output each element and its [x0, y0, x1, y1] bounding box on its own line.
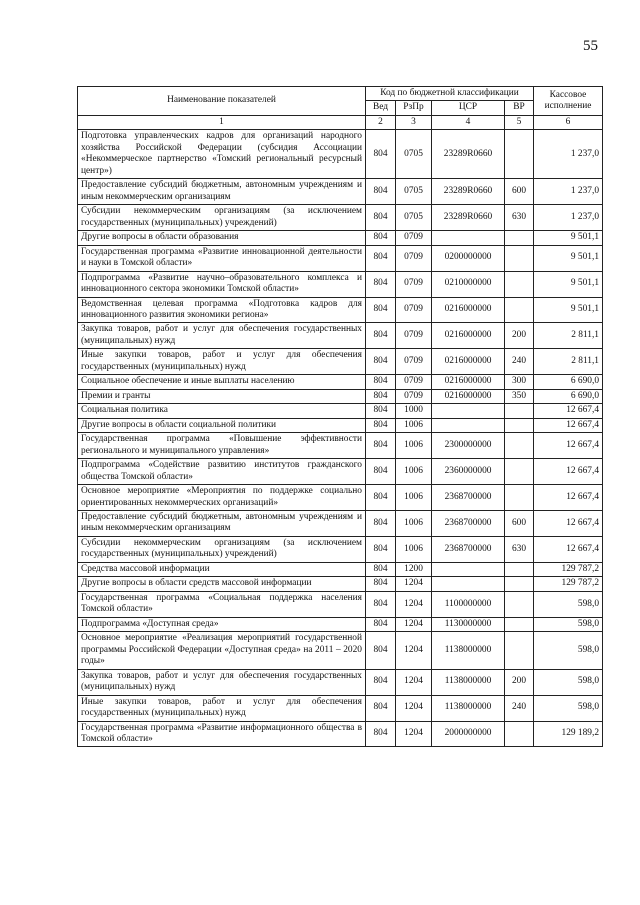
col-code-group-header: Код по бюджетной классификации: [366, 87, 534, 101]
row-vr-cell: [505, 130, 534, 179]
row-vr-cell: [505, 418, 534, 432]
row-vr-cell: 600: [505, 179, 534, 205]
row-vr-cell: 600: [505, 511, 534, 537]
row-rzpr-cell: 0709: [396, 231, 432, 245]
row-amount-cell: 9 501,1: [534, 297, 603, 323]
row-name-cell: Закупка товаров, работ и услуг для обеспечения государственных (муниципальных) нужд: [78, 669, 366, 695]
row-amount-cell: 598,0: [534, 632, 603, 669]
row-csr-cell: 0210000000: [432, 271, 505, 297]
table-row: [78, 349, 603, 375]
row-rzpr-cell: 1006: [396, 459, 432, 485]
row-amount-cell: 12 667,4: [534, 536, 603, 562]
row-csr-cell: 0216000000: [432, 349, 505, 375]
col-cash-header: Кассовое исполнение: [534, 87, 603, 116]
col-rzpr-header: РзПр: [396, 101, 432, 115]
row-ved-cell: 804: [366, 130, 396, 179]
row-name-cell: Подготовка управленческих кадров для организаций народного хозяйства Российской Федерации (субсидия Ассоциации «Некоммерческое партнерство «Томский региональный ресурсный центр»): [78, 130, 366, 179]
row-vr-cell: [505, 617, 534, 631]
row-vr-cell: [505, 404, 534, 418]
col-number: 3: [396, 115, 432, 129]
row-vr-cell: [505, 562, 534, 576]
row-rzpr-cell: 1006: [396, 511, 432, 537]
row-ved-cell: 804: [366, 511, 396, 537]
row-csr-cell: 0216000000: [432, 389, 505, 403]
row-ved-cell: 804: [366, 323, 396, 349]
table-row: [78, 404, 603, 418]
col-vr-header: ВР: [505, 101, 534, 115]
page-number: 55: [583, 38, 598, 54]
row-csr-cell: 1100000000: [432, 591, 505, 617]
row-ved-cell: 804: [366, 617, 396, 631]
row-amount-cell: 12 667,4: [534, 433, 603, 459]
row-ved-cell: 804: [366, 179, 396, 205]
row-csr-cell: 0200000000: [432, 245, 505, 271]
row-csr-cell: [432, 418, 505, 432]
table-row: [78, 323, 603, 349]
row-vr-cell: [505, 577, 534, 591]
row-amount-cell: 1 237,0: [534, 130, 603, 179]
row-amount-cell: 9 501,1: [534, 245, 603, 271]
row-csr-cell: 1130000000: [432, 617, 505, 631]
row-amount-cell: 9 501,1: [534, 231, 603, 245]
row-vr-cell: 350: [505, 389, 534, 403]
col-number: 5: [505, 115, 534, 129]
row-name-cell: Иные закупки товаров, работ и услуг для обеспечения государственных (муниципальных) нужд: [78, 695, 366, 721]
row-name-cell: Государственная программа «Развитие инновационной деятельности и науки в Томской области»: [78, 245, 366, 271]
row-name-cell: Закупка товаров, работ и услуг для обеспечения государственных (муниципальных) нужд: [78, 323, 366, 349]
row-name-cell: Государственная программа «Повышение эффективности регионального и муниципального управления»: [78, 433, 366, 459]
row-csr-cell: 23289R0660: [432, 130, 505, 179]
row-rzpr-cell: 1204: [396, 695, 432, 721]
row-amount-cell: 598,0: [534, 669, 603, 695]
row-rzpr-cell: 1200: [396, 562, 432, 576]
row-amount-cell: 598,0: [534, 695, 603, 721]
table-row: [78, 231, 603, 245]
col-name-header: Наименование показателей: [78, 87, 366, 116]
table-row: [78, 485, 603, 511]
table-row: [78, 271, 603, 297]
row-ved-cell: 804: [366, 536, 396, 562]
row-ved-cell: 804: [366, 591, 396, 617]
col-number: 2: [366, 115, 396, 129]
row-ved-cell: 804: [366, 349, 396, 375]
row-amount-cell: 1 237,0: [534, 179, 603, 205]
row-ved-cell: 804: [366, 375, 396, 389]
row-name-cell: Ведомственная целевая программа «Подготовка кадров для инновационного развития экономики региона»: [78, 297, 366, 323]
row-name-cell: Государственная программа «Социальная поддержка населения Томской области»: [78, 591, 366, 617]
row-amount-cell: 2 811,1: [534, 349, 603, 375]
row-rzpr-cell: 1000: [396, 404, 432, 418]
row-amount-cell: 2 811,1: [534, 323, 603, 349]
row-rzpr-cell: 1204: [396, 577, 432, 591]
row-vr-cell: [505, 485, 534, 511]
row-amount-cell: 129 787,2: [534, 562, 603, 576]
row-rzpr-cell: 1006: [396, 418, 432, 432]
row-ved-cell: 804: [366, 721, 396, 747]
row-rzpr-cell: 0705: [396, 179, 432, 205]
row-name-cell: Социальная политика: [78, 404, 366, 418]
row-ved-cell: 804: [366, 231, 396, 245]
row-vr-cell: 200: [505, 669, 534, 695]
table-row: [78, 632, 603, 669]
row-amount-cell: 598,0: [534, 617, 603, 631]
row-rzpr-cell: 1006: [396, 485, 432, 511]
row-name-cell: Другие вопросы в области социальной политики: [78, 418, 366, 432]
table-row: [78, 297, 603, 323]
row-name-cell: Средства массовой информации: [78, 562, 366, 576]
row-vr-cell: 240: [505, 695, 534, 721]
row-csr-cell: 2300000000: [432, 433, 505, 459]
row-name-cell: Предоставление субсидий бюджетным, автономным учреждениям и иным некоммерческим организациям: [78, 179, 366, 205]
row-rzpr-cell: 0709: [396, 271, 432, 297]
table-row: [78, 245, 603, 271]
row-amount-cell: 598,0: [534, 591, 603, 617]
row-name-cell: Предоставление субсидий бюджетным, автономным учреждениям и иным некоммерческим организациям: [78, 511, 366, 537]
row-csr-cell: 1138000000: [432, 632, 505, 669]
row-vr-cell: [505, 721, 534, 747]
row-amount-cell: 1 237,0: [534, 205, 603, 231]
table-row: [78, 669, 603, 695]
header-row-group: [78, 87, 603, 101]
row-csr-cell: [432, 577, 505, 591]
row-csr-cell: 0216000000: [432, 375, 505, 389]
row-name-cell: Иные закупки товаров, работ и услуг для обеспечения государственных (муниципальных) нужд: [78, 349, 366, 375]
row-vr-cell: [505, 632, 534, 669]
row-rzpr-cell: 1204: [396, 617, 432, 631]
row-amount-cell: 12 667,4: [534, 404, 603, 418]
row-csr-cell: 23289R0660: [432, 205, 505, 231]
table-row: [78, 617, 603, 631]
table-row: [78, 433, 603, 459]
row-vr-cell: [505, 459, 534, 485]
row-vr-cell: 630: [505, 205, 534, 231]
table-row: [78, 205, 603, 231]
table-row: [78, 591, 603, 617]
table-row: [78, 695, 603, 721]
row-ved-cell: 804: [366, 245, 396, 271]
row-rzpr-cell: 0705: [396, 205, 432, 231]
row-vr-cell: 300: [505, 375, 534, 389]
row-name-cell: Другие вопросы в области образования: [78, 231, 366, 245]
row-csr-cell: [432, 404, 505, 418]
row-name-cell: Основное мероприятие «Реализация мероприятий государственной программы Российской Федерации «Доступная среда» на 2011 – 2020 годы»: [78, 632, 366, 669]
row-csr-cell: 0216000000: [432, 323, 505, 349]
table-row: [78, 389, 603, 403]
row-name-cell: Подпрограмма «Развитие научно–образовательного комплекса и инновационного сектора экономики Томской области»: [78, 271, 366, 297]
table-row: [78, 536, 603, 562]
row-csr-cell: 2368700000: [432, 485, 505, 511]
row-csr-cell: [432, 231, 505, 245]
table-row: [78, 459, 603, 485]
row-ved-cell: 804: [366, 433, 396, 459]
row-amount-cell: 129 189,2: [534, 721, 603, 747]
table-body: [78, 130, 603, 747]
row-csr-cell: 2000000000: [432, 721, 505, 747]
row-vr-cell: 240: [505, 349, 534, 375]
table-row: [78, 577, 603, 591]
col-number: 6: [534, 115, 603, 129]
row-csr-cell: 1138000000: [432, 669, 505, 695]
row-csr-cell: 2360000000: [432, 459, 505, 485]
row-csr-cell: [432, 562, 505, 576]
row-name-cell: Другие вопросы в области средств массовой информации: [78, 577, 366, 591]
row-rzpr-cell: 0709: [396, 375, 432, 389]
table-row: [78, 721, 603, 747]
row-rzpr-cell: 1204: [396, 632, 432, 669]
row-amount-cell: 6 690,0: [534, 389, 603, 403]
row-rzpr-cell: 0709: [396, 297, 432, 323]
table-row: [78, 375, 603, 389]
row-vr-cell: [505, 231, 534, 245]
row-vr-cell: [505, 591, 534, 617]
row-rzpr-cell: 1204: [396, 721, 432, 747]
row-ved-cell: 804: [366, 404, 396, 418]
row-vr-cell: 200: [505, 323, 534, 349]
row-ved-cell: 804: [366, 297, 396, 323]
row-rzpr-cell: 1006: [396, 536, 432, 562]
col-number: 1: [78, 115, 366, 129]
col-csr-header: ЦСР: [432, 101, 505, 115]
row-amount-cell: 12 667,4: [534, 511, 603, 537]
table-row: [78, 418, 603, 432]
row-vr-cell: 630: [505, 536, 534, 562]
row-name-cell: Премии и гранты: [78, 389, 366, 403]
row-ved-cell: 804: [366, 562, 396, 576]
row-vr-cell: [505, 297, 534, 323]
row-ved-cell: 804: [366, 632, 396, 669]
row-amount-cell: 12 667,4: [534, 418, 603, 432]
row-csr-cell: 23289R0660: [432, 179, 505, 205]
row-rzpr-cell: 0705: [396, 130, 432, 179]
budget-table: [77, 86, 603, 747]
row-ved-cell: 804: [366, 418, 396, 432]
row-csr-cell: 2368700000: [432, 536, 505, 562]
table-row: [78, 179, 603, 205]
row-amount-cell: 129 787,2: [534, 577, 603, 591]
row-amount-cell: 6 690,0: [534, 375, 603, 389]
col-number: 4: [432, 115, 505, 129]
row-ved-cell: 804: [366, 695, 396, 721]
row-ved-cell: 804: [366, 577, 396, 591]
row-ved-cell: 804: [366, 485, 396, 511]
row-name-cell: Подпрограмма «Содействие развитию институтов гражданского общества Томской области»: [78, 459, 366, 485]
column-number-row: [78, 115, 603, 129]
row-name-cell: Субсидии некоммерческим организациям (за исключением государственных (муниципальных) учреждений): [78, 536, 366, 562]
table-row: [78, 511, 603, 537]
row-ved-cell: 804: [366, 271, 396, 297]
row-ved-cell: 804: [366, 459, 396, 485]
row-name-cell: Социальное обеспечение и иные выплаты населению: [78, 375, 366, 389]
row-csr-cell: 2368700000: [432, 511, 505, 537]
row-vr-cell: [505, 245, 534, 271]
row-rzpr-cell: 1204: [396, 591, 432, 617]
row-ved-cell: 804: [366, 205, 396, 231]
row-vr-cell: [505, 433, 534, 459]
row-name-cell: Государственная программа «Развитие информационного общества в Томской области»: [78, 721, 366, 747]
table-row: [78, 562, 603, 576]
col-ved-header: Вед: [366, 101, 396, 115]
row-rzpr-cell: 0709: [396, 245, 432, 271]
row-amount-cell: 9 501,1: [534, 271, 603, 297]
row-name-cell: Основное мероприятие «Мероприятия по поддержке социально ориентированных некоммерческих организаций»: [78, 485, 366, 511]
row-ved-cell: 804: [366, 389, 396, 403]
row-amount-cell: 12 667,4: [534, 485, 603, 511]
row-rzpr-cell: 1204: [396, 669, 432, 695]
row-vr-cell: [505, 271, 534, 297]
table-row: [78, 130, 603, 179]
row-name-cell: Субсидии некоммерческим организациям (за исключением государственных (муниципальных) учреждений): [78, 205, 366, 231]
row-amount-cell: 12 667,4: [534, 459, 603, 485]
row-rzpr-cell: 0709: [396, 349, 432, 375]
row-ved-cell: 804: [366, 669, 396, 695]
row-csr-cell: 1138000000: [432, 695, 505, 721]
row-rzpr-cell: 0709: [396, 389, 432, 403]
row-rzpr-cell: 1006: [396, 433, 432, 459]
row-name-cell: Подпрограмма «Доступная среда»: [78, 617, 366, 631]
row-csr-cell: 0216000000: [432, 297, 505, 323]
row-rzpr-cell: 0709: [396, 323, 432, 349]
